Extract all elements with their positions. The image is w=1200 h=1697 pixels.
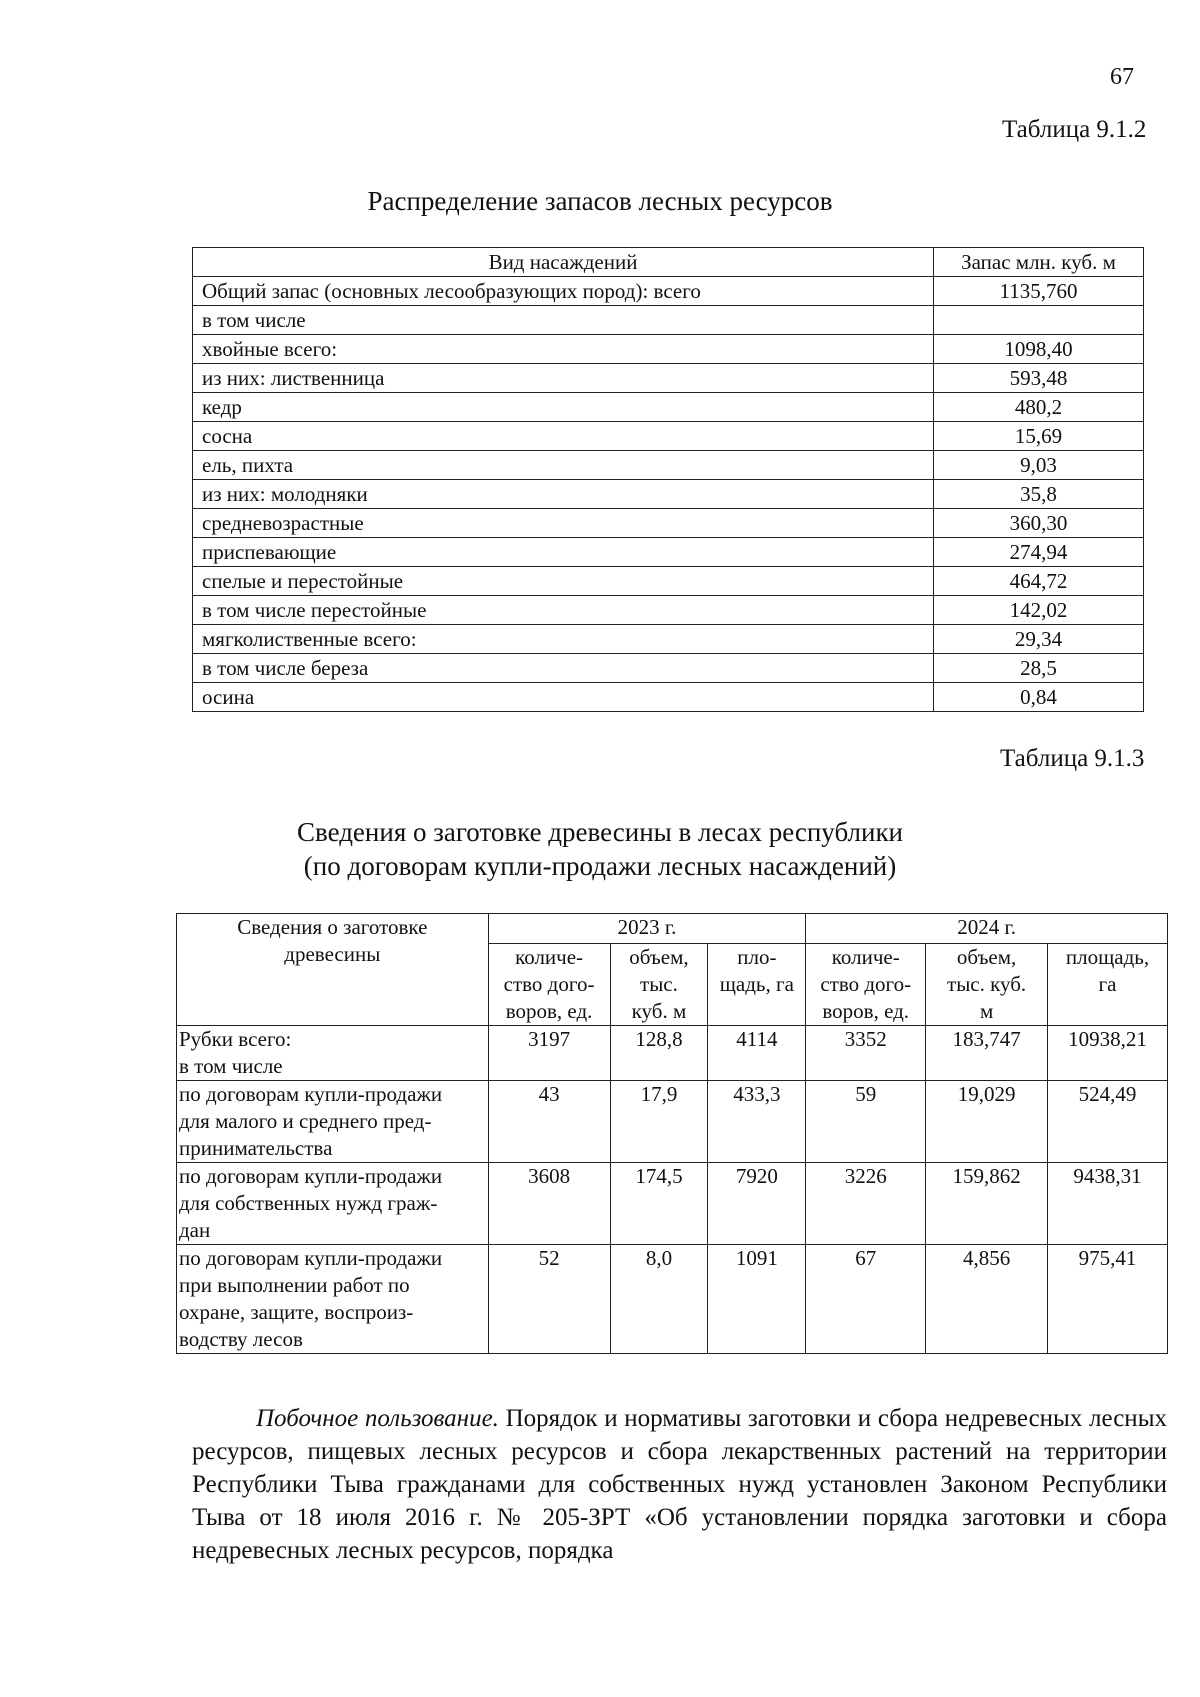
row-label-line: по договорам купли-продажи [179,1164,443,1188]
cell-2024-count: 3352 [806,1026,926,1081]
row-value: 464,72 [934,567,1144,596]
header-2023-volume [610,944,708,1026]
row-value: 360,30 [934,509,1144,538]
table-row [193,654,1144,683]
table-row [193,683,1144,712]
cell-2023-volume: 128,8 [610,1026,708,1081]
table-row [177,1081,1168,1163]
header-2024-area [1048,944,1168,1026]
header-line: ство дого- [820,972,912,996]
header-harvest-info [177,914,489,1026]
body-paragraph [192,1402,1167,1567]
cell-2023-area: 1091 [708,1245,806,1354]
row-name: в том числе береза [193,654,934,683]
row-name: осина [193,683,934,712]
header-line: объем, [629,945,689,969]
row-name: Общий запас (основных лесообразующих пород): всего [193,277,934,306]
header-line: Сведения о заготовке [237,915,428,939]
cell-2024-count: 67 [806,1245,926,1354]
header-plantation-type: Вид насаждений [193,248,934,277]
table-row [193,480,1144,509]
cell-2023-area: 4114 [708,1026,806,1081]
row-name: в том числе [193,306,934,335]
row-label-line: дан [179,1218,211,1242]
row-label-line: при выполнении работ по [179,1273,410,1297]
row-name: кедр [193,393,934,422]
timber-harvest-table [176,913,1168,1354]
table-row [193,364,1144,393]
header-line: куб. м [631,999,687,1023]
table-row [177,1163,1168,1245]
cell-2023-area: 7920 [708,1163,806,1245]
cell-2023-volume: 17,9 [610,1081,708,1163]
row-value: 142,02 [934,596,1144,625]
row-value: 0,84 [934,683,1144,712]
cell-2024-area: 524,49 [1048,1081,1168,1163]
table-row [193,335,1144,364]
cell-2024-area: 9438,31 [1048,1163,1168,1245]
header-line: м [979,999,994,1023]
header-line: га [1098,972,1117,996]
table-row [193,567,1144,596]
row-label-line: в том числе [179,1054,283,1078]
row-value: 35,8 [934,480,1144,509]
cell-2023-area: 433,3 [708,1081,806,1163]
header-2024-volume [926,944,1048,1026]
table-row [177,1026,1168,1081]
cell-2024-count: 3226 [806,1163,926,1245]
header-2023-count [488,944,610,1026]
row-name: хвойные всего: [193,335,934,364]
table-caption-9-1-2: Таблица 9.1.2 [1002,116,1147,143]
table2-title-line1: Сведения о заготовке древесины в лесах республики [296,817,904,847]
table-header-row [193,248,1144,277]
table-row [193,538,1144,567]
row-label [177,1245,489,1354]
row-label-line: по договорам купли-продажи [179,1082,443,1106]
row-label-line: охране, защите, воспроиз- [179,1300,414,1324]
header-stock: Запас млн. куб. м [934,248,1144,277]
row-label [177,1163,489,1245]
header-line: воров, ед. [505,999,593,1023]
row-name: спелые и перестойные [193,567,934,596]
table-row [193,277,1144,306]
page-number: 67 [1110,64,1134,90]
table-row [193,306,1144,335]
row-name: приспевающие [193,538,934,567]
row-label-line: принимательства [179,1136,333,1160]
cell-2023-count: 52 [488,1245,610,1354]
row-value: 29,34 [934,625,1144,654]
row-value [934,306,1144,335]
forest-resources-table [192,247,1144,712]
row-name: сосна [193,422,934,451]
row-name: из них: молодняки [193,480,934,509]
cell-2024-volume: 19,029 [926,1081,1048,1163]
paragraph-body: Порядок и нормативы заготовки и сбора недревесных лесных ресурсов, пищевых лесных ресурсов и сбора лекарственных растений на территории Республики Тыва гражданами для собственных нужд установлен Законом Республики Тыва от 18 июля 2016 г. № 205-ЗРТ «Об установлении порядка заготовки и сбора недревесных лесных ресурсов, порядка [192,1405,1167,1564]
header-line: пло- [737,945,777,969]
cell-2024-volume: 183,747 [926,1026,1048,1081]
cell-2024-volume: 159,862 [926,1163,1048,1245]
cell-2024-volume: 4,856 [926,1245,1048,1354]
table-row [193,393,1144,422]
paragraph-text [192,1402,1167,1567]
row-value: 1135,760 [934,277,1144,306]
table2-title [0,815,1200,883]
row-label-line: Рубки всего: [179,1027,292,1051]
row-name: ель, пихта [193,451,934,480]
row-label [177,1026,489,1081]
header-2023-area [708,944,806,1026]
header-line: площадь, [1065,945,1150,969]
paragraph-lead: Побочное пользование. [256,1405,499,1432]
header-2024-count [806,944,926,1026]
row-label-line: для малого и среднего пред- [179,1109,432,1133]
row-label [177,1081,489,1163]
header-line: тыс. куб. [947,972,1027,996]
table-header-row [177,914,1168,944]
table1-title-text: Распределение запасов лесных ресурсов [367,186,833,216]
cell-2023-count: 3608 [488,1163,610,1245]
cell-2023-volume: 8,0 [610,1245,708,1354]
cell-2023-count: 43 [488,1081,610,1163]
row-name: в том числе перестойные [193,596,934,625]
table-row [193,596,1144,625]
row-value: 9,03 [934,451,1144,480]
table-row [177,1245,1168,1354]
row-label-line: водству лесов [179,1327,303,1351]
header-line: щадь, га [719,972,794,996]
row-value: 274,94 [934,538,1144,567]
cell-2023-count: 3197 [488,1026,610,1081]
table-row [193,451,1144,480]
row-value: 480,2 [934,393,1144,422]
header-line: древесины [284,942,381,966]
table-row [193,509,1144,538]
table-caption-9-1-3: Таблица 9.1.3 [1000,745,1145,772]
cell-2024-count: 59 [806,1081,926,1163]
header-year-2024: 2024 г. [806,914,1168,944]
row-value: 28,5 [934,654,1144,683]
cell-2024-area: 975,41 [1048,1245,1168,1354]
row-label-line: по договорам купли-продажи [179,1246,443,1270]
cell-2023-volume: 174,5 [610,1163,708,1245]
row-value: 15,69 [934,422,1144,451]
header-line: воров, ед. [822,999,910,1023]
header-line: количе- [515,945,584,969]
row-name: мягколиственные всего: [193,625,934,654]
cell-2024-area: 10938,21 [1048,1026,1168,1081]
row-value: 1098,40 [934,335,1144,364]
row-label-line: для собственных нужд граж- [179,1191,438,1215]
header-line: тыс. [640,972,678,996]
table1-title [0,184,1200,218]
header-line: объем, [956,945,1017,969]
row-name: из них: лиственница [193,364,934,393]
row-value: 593,48 [934,364,1144,393]
table-row [193,422,1144,451]
header-line: ство дого- [503,972,595,996]
row-name: средневозрастные [193,509,934,538]
header-line: количе- [831,945,900,969]
table2-title-line2: (по договорам купли-продажи лесных насаждений) [303,851,897,881]
table-row [193,625,1144,654]
header-year-2023: 2023 г. [488,914,806,944]
